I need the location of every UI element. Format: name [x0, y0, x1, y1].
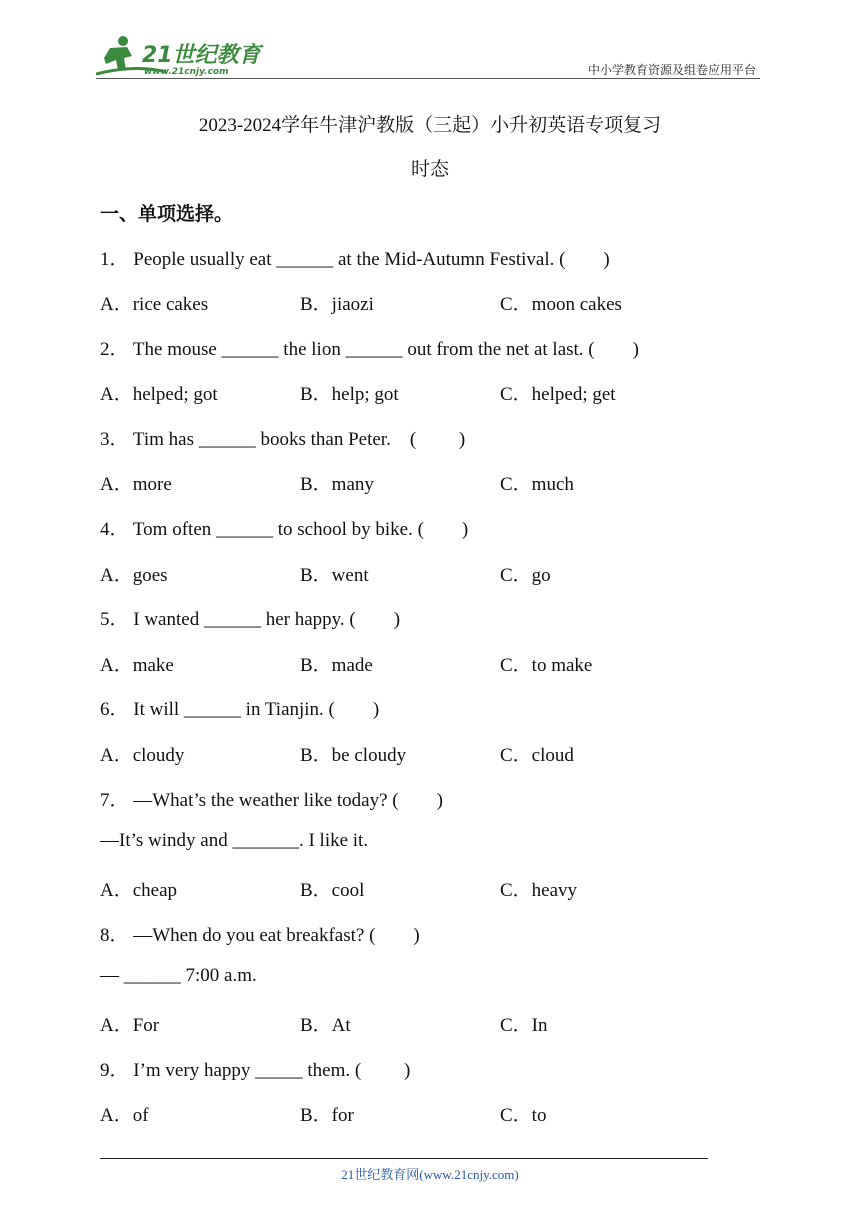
- question-stem: 4． Tom often ______ to school by bike. ( ): [100, 519, 469, 540]
- option-c: C．helped; get: [500, 384, 616, 405]
- question-stem: 7． —What’s the weather like today? ( ): [100, 790, 443, 811]
- option-a: A．cheap: [100, 880, 178, 901]
- logo-url: www.21cnjy.com: [144, 67, 229, 77]
- option-c: C．moon cakes: [500, 294, 622, 315]
- page-subtitle: 时态: [410, 159, 449, 180]
- option-c: C．go: [500, 565, 551, 586]
- question-dialogue-line: —It’s windy and _______. I like it.: [100, 830, 369, 851]
- footer-link[interactable]: 21世纪教育网(www.21cnjy.com): [341, 1167, 519, 1182]
- header-platform-text: 中小学教育资源及组卷应用平台: [587, 63, 756, 77]
- question-stem: 8． —When do you eat breakfast? ( ): [100, 925, 420, 946]
- option-a: A．cloudy: [100, 745, 185, 766]
- option-c: C．cloud: [500, 745, 574, 766]
- option-a: A．helped; got: [100, 384, 218, 405]
- option-b: B．jiaozi: [300, 294, 374, 315]
- question-stem: 2． The mouse ______ the lion ______ out from the net at last. ( ): [100, 339, 639, 360]
- option-b: B．went: [300, 565, 369, 586]
- site-logo: [96, 34, 266, 80]
- option-c: C．In: [500, 1015, 548, 1036]
- option-b: B．for: [300, 1105, 354, 1126]
- option-b: B．made: [300, 655, 373, 676]
- option-c: C．much: [500, 474, 574, 495]
- option-a: A．more: [100, 474, 172, 495]
- logo-text: 21世纪教育: [142, 43, 261, 68]
- option-c: C．to: [500, 1105, 547, 1126]
- question-stem: 6． It will ______ in Tianjin. ( ): [100, 699, 380, 720]
- option-c: C．heavy: [500, 880, 578, 901]
- option-b: B．At: [300, 1015, 351, 1036]
- option-b: B．be cloudy: [300, 745, 407, 766]
- page-title: 2023-2024学年牛津沪教版（三起）小升初英语专项复习: [198, 115, 662, 136]
- option-b: B．help; got: [300, 384, 399, 405]
- option-c: C．to make: [500, 655, 593, 676]
- option-a: A．make: [100, 655, 174, 676]
- option-a: A．rice cakes: [100, 294, 209, 315]
- option-b: B．many: [300, 474, 374, 495]
- section-heading: 一、单项选择。: [100, 204, 234, 225]
- question-stem: 9． I’m very happy _____ them. ( ): [100, 1060, 411, 1081]
- question-stem: 3． Tim has ______ books than Peter. ( ): [100, 429, 466, 450]
- option-b: B．cool: [300, 880, 365, 901]
- option-a: A．goes: [100, 565, 168, 586]
- question-stem: 5． I wanted ______ her happy. ( ): [100, 609, 401, 630]
- option-a: A．For: [100, 1015, 160, 1036]
- option-a: A．of: [100, 1105, 149, 1126]
- question-stem: 1． People usually eat ______ at the Mid-Autumn Festival. ( ): [100, 249, 610, 270]
- question-dialogue-line: — ______ 7:00 a.m.: [100, 965, 257, 986]
- footer-divider: [100, 1158, 708, 1159]
- header-divider: [96, 78, 760, 79]
